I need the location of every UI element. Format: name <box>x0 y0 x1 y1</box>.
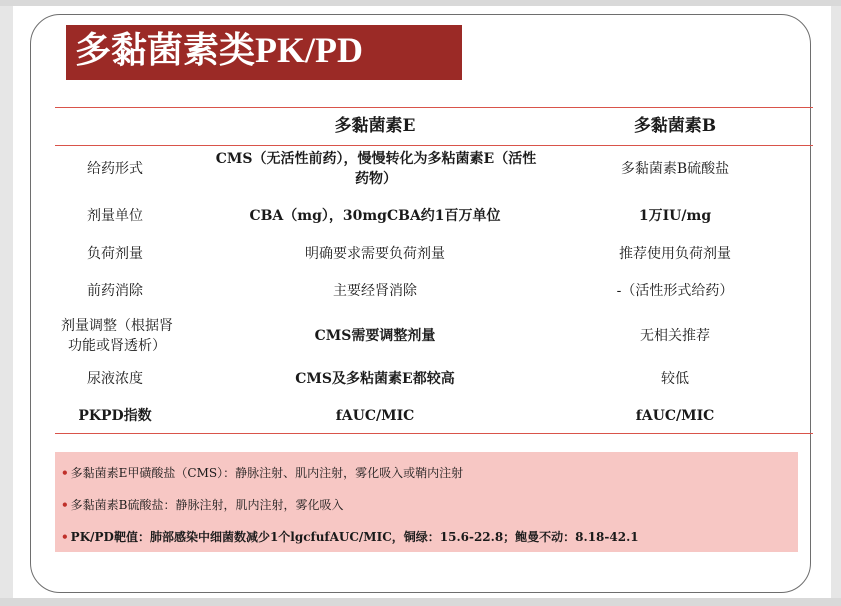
bullet-icon: • <box>61 498 69 512</box>
note-text: 多黏菌素E甲磺酸盐（CMS）：静脉注射、肌内注射，雾化吸入或鞘内注射 <box>70 466 464 480</box>
bullet-icon: • <box>61 466 69 480</box>
cell-e-loading-dose: 明确要求需要负荷剂量 <box>305 246 445 262</box>
cell-e-pkpd-index: fAUC/MIC <box>335 408 415 424</box>
row-label-dose-adjustment: 剂量调整（根据肾功能或肾透析） <box>61 318 173 354</box>
bullet-icon: • <box>61 530 69 544</box>
row-label-dose-unit: 剂量单位 <box>87 208 143 224</box>
cell-b-pkpd-index: fAUC/MIC <box>635 408 715 424</box>
note-item <box>61 464 463 481</box>
title-latin: PK/PD <box>255 30 363 70</box>
table-bottom-rule <box>55 433 813 434</box>
cell-e-dose-unit: CBA（mg），30mgCBA约1百万单位 <box>249 208 501 224</box>
slide-title <box>75 25 363 80</box>
row-label-pkpd-index: PKPD指数 <box>78 408 152 424</box>
header-cell-polymyxin-b: 多黏菌素B <box>633 116 717 136</box>
slide <box>13 6 831 598</box>
table-header-rule <box>55 145 813 146</box>
cell-b-dosage-form: 多黏菌素B硫酸盐 <box>620 161 730 177</box>
cell-e-prodrug-elimination: 主要经肾消除 <box>333 283 417 299</box>
cell-b-loading-dose: 推荐使用负荷剂量 <box>619 246 731 262</box>
cell-e-dosage-form: CMS（无活性前药），慢慢转化为多粘菌素E（活性药物） <box>215 151 537 187</box>
note-text: PK/PD靶值：肺部感染中细菌数减少1个lgcfufAUC/MIC，铜绿：15.6-22.8；鲍曼不动：8.18-42.1 <box>70 530 639 544</box>
header-cell-colistin-e: 多黏菌素E <box>334 116 416 136</box>
cell-e-dose-adjustment: CMS需要调整剂量 <box>314 328 436 344</box>
header-cell-label <box>55 108 175 144</box>
note-item <box>61 496 344 513</box>
cell-e-urine-concentration: CMS及多粘菌素E都较高 <box>295 371 455 387</box>
note-text: 多黏菌素B硫酸盐：静脉注射，肌内注射，雾化吸入 <box>70 498 344 512</box>
cell-b-dose-unit: 1万IU/mg <box>638 208 712 224</box>
row-label-dosage-form: 给药形式 <box>87 161 143 177</box>
cell-b-dose-adjustment: 无相关推荐 <box>640 328 710 344</box>
title-cn: 多黏菌素类 <box>75 30 256 71</box>
row-label-urine-concentration: 尿液浓度 <box>87 371 143 387</box>
cell-b-prodrug-elimination: -（活性形式给药） <box>616 283 734 299</box>
note-item <box>61 528 639 545</box>
window-bottom-strip <box>0 598 841 606</box>
row-label-loading-dose: 负荷剂量 <box>87 246 143 262</box>
cell-b-urine-concentration: 较低 <box>661 371 689 387</box>
row-label-prodrug-elimination: 前药消除 <box>87 283 143 299</box>
notes-box <box>55 452 798 552</box>
